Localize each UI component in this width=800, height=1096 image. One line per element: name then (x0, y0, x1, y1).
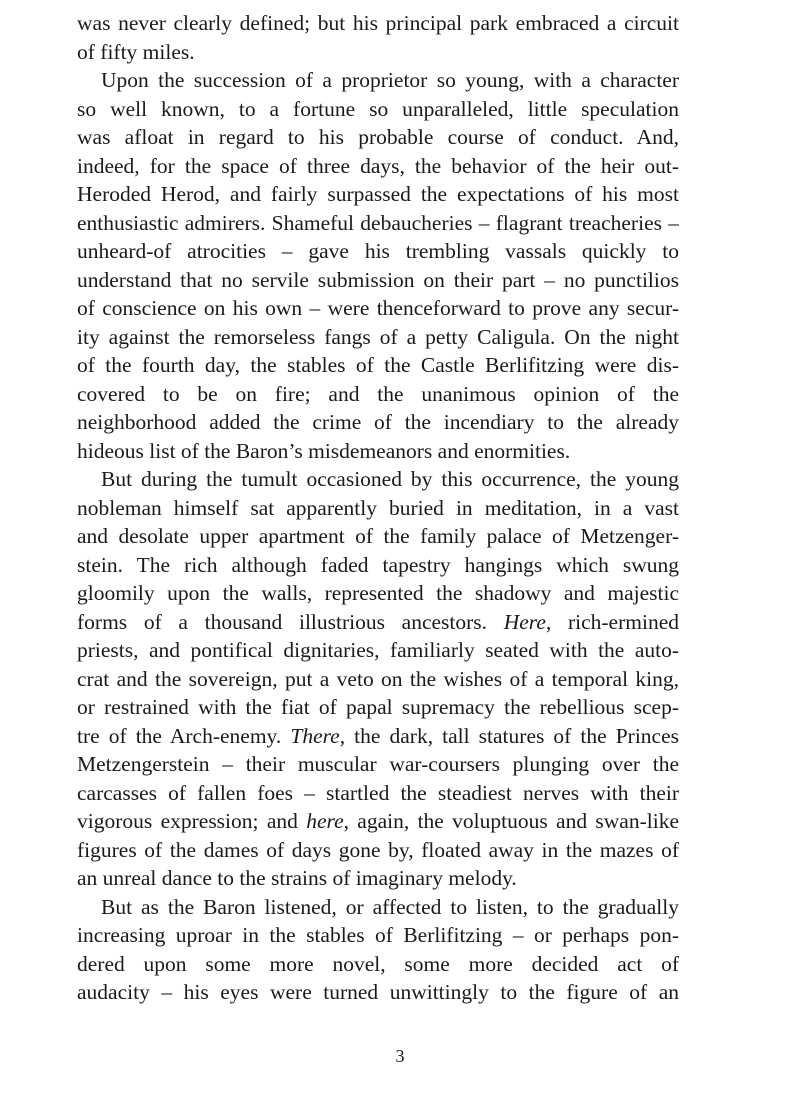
text-line: unheard-of atrocities – gave his trembling vassals quickly to (77, 239, 679, 263)
text-line: figures of the dames of days gone by, floated away in the mazes of (77, 837, 679, 862)
paragraph (77, 893, 679, 1007)
text-line: gloomily upon the walls, represented the shadowy and majestic (77, 581, 679, 605)
text-line: tre of the Arch-enemy. There, the dark, tall statures of the Princes (77, 723, 679, 748)
text-line: forms of a thousand illustrious ancestors. Here, rich-ermined (77, 609, 679, 634)
text-line: nobleman himself sat apparently buried in meditation, in a vast (77, 495, 679, 520)
page-number: 3 (395, 1046, 405, 1066)
text-line: Upon the succession of a proprietor so young, with a character (101, 68, 679, 92)
text-line: covered to be on fire; and the unanimous opinion of the (77, 381, 679, 406)
paragraph (77, 465, 679, 893)
text-line: of the fourth day, the stables of the Castle Berlifitzing were dis- (77, 353, 679, 377)
text-line: Metzengerstein – their muscular war-coursers plunging over the (77, 752, 679, 776)
text-line: of fifty miles. (77, 39, 195, 64)
text-line: stein. The rich although faded tapestry hangings which swung (77, 552, 679, 577)
text-line: priests, and pontifical dignitaries, familiarly seated with the auto- (77, 638, 679, 662)
text-line: dered upon some more novel, some more decided act of (77, 951, 679, 976)
text-line: or restrained with the fiat of papal supremacy the rebellious scep- (77, 695, 679, 719)
text-line: indeed, for the space of three days, the behavior of the heir out- (77, 153, 679, 178)
paragraph (77, 9, 679, 66)
text-line: neighborhood added the crime of the incendiary to the already (77, 410, 679, 434)
text-line: audacity – his eyes were turned unwittingly to the figure of an (77, 980, 679, 1004)
text-line: But during the tumult occasioned by this occurrence, the young (101, 467, 679, 491)
text-line: enthusiastic admirers. Shameful debaucheries – flagrant treacheries – (77, 210, 679, 235)
text-line: vigorous expression; and here, again, the voluptuous and swan-like (77, 809, 679, 833)
text-line: an unreal dance to the strains of imaginary melody. (77, 866, 517, 890)
text-line: But as the Baron listened, or affected to listen, to the gradually (101, 894, 679, 919)
text-line: hideous list of the Baron’s misdemeanors and enormities. (77, 438, 571, 463)
paragraph (77, 66, 679, 465)
text-line: was never clearly defined; but his principal park embraced a circuit (77, 11, 679, 35)
text-line: of conscience on his own – were thenceforward to prove any secur- (77, 296, 679, 320)
text-line: carcasses of fallen foes – startled the steadiest nerves with their (77, 780, 679, 805)
text-line: and desolate upper apartment of the family palace of Metzenger- (77, 524, 679, 548)
text-line: crat and the sovereign, put a veto on the wishes of a temporal king, (77, 666, 679, 691)
text-line: was afloat in regard to his probable course of conduct. And, (77, 125, 679, 149)
text-line: understand that no servile submission on their part – no punctilios (77, 267, 679, 292)
page-body (77, 9, 679, 1007)
text-line: so well known, to a fortune so unparalleled, little speculation (77, 96, 679, 121)
text-line: Heroded Herod, and fairly surpassed the expectations of his most (77, 182, 679, 206)
text-line: ity against the remorseless fangs of a petty Caligula. On the night (77, 324, 679, 349)
text-line: increasing uproar in the stables of Berlifitzing – or perhaps pon- (77, 923, 679, 947)
